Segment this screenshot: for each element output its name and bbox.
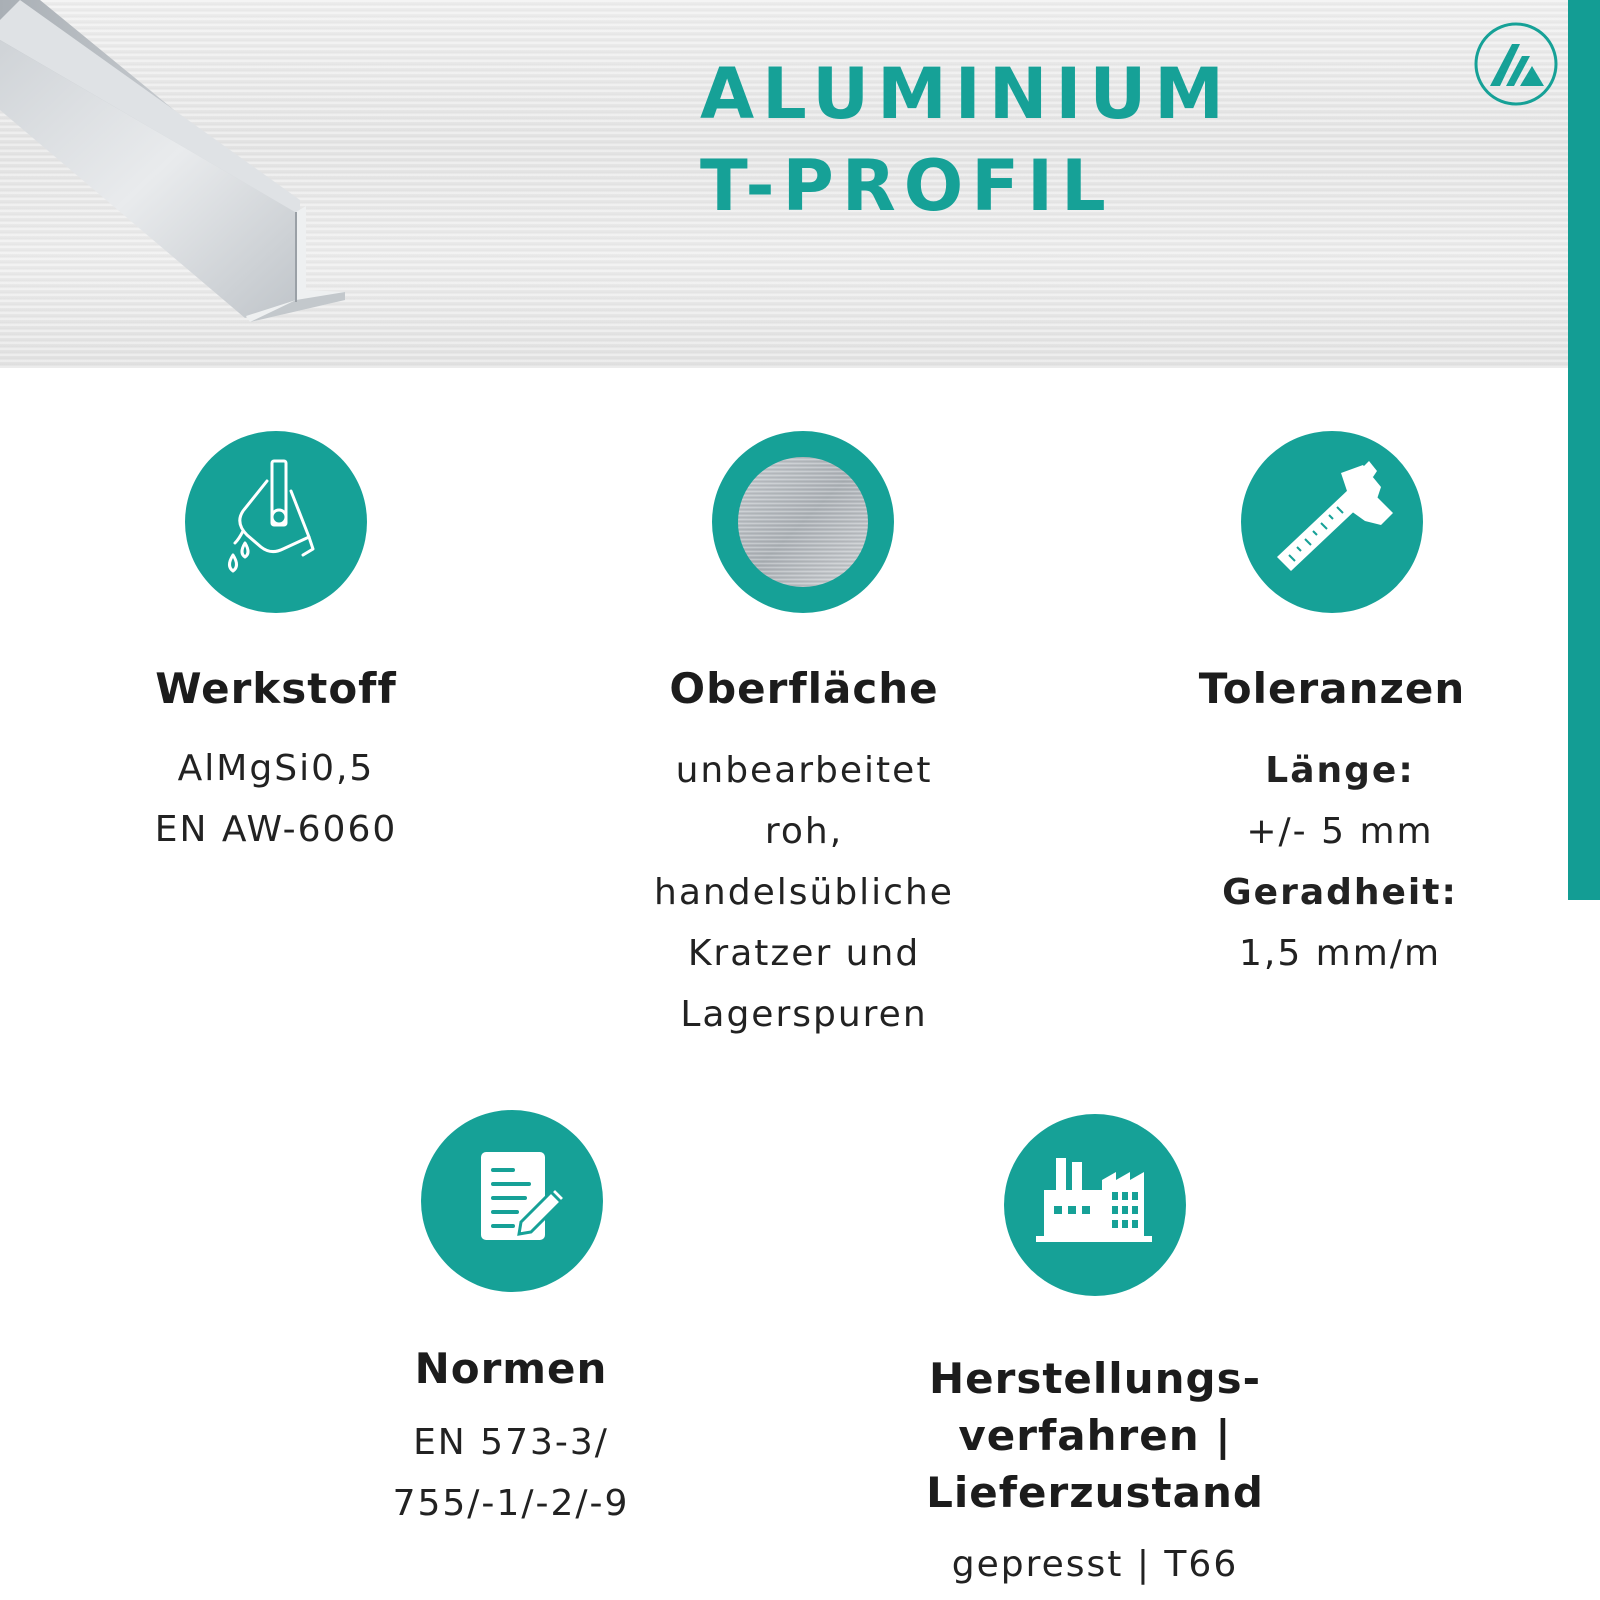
toleranzen-values <box>1190 740 1490 984</box>
toleranzen-title: Toleranzen <box>1198 664 1466 713</box>
laenge-value: +/- 5 mm <box>1246 811 1434 852</box>
brand-logo-icon <box>1472 20 1560 108</box>
oberflaeche-line-2: roh, <box>764 811 844 852</box>
herstellung-value: gepresst | T66 <box>951 1544 1239 1585</box>
herstellung-title-line-3: Lieferzustand <box>926 1468 1264 1517</box>
title-line-2: T-PROFIL <box>700 145 1114 227</box>
laenge-label: Länge: <box>1265 750 1415 791</box>
normen-title: Normen <box>414 1344 608 1393</box>
normen-values <box>360 1412 662 1534</box>
oberflaeche-line-5: Lagerspuren <box>680 994 928 1035</box>
herstellung-title-line-1: Herstellungs- <box>929 1354 1261 1403</box>
normen-line-1: EN 573-3/ <box>413 1422 609 1463</box>
normen-line-2: 755/-1/-2/-9 <box>392 1483 630 1524</box>
werkstoff-alloy: AlMgSi0,5 <box>177 748 375 789</box>
werkstoff-values <box>130 738 422 860</box>
oberflaeche-title: Oberfläche <box>669 664 939 713</box>
geradheit-value: 1,5 mm/m <box>1238 933 1442 974</box>
brushed-metal-surface-icon <box>712 431 894 613</box>
oberflaeche-values <box>620 740 988 1045</box>
geradheit-label: Geradheit: <box>1222 872 1458 913</box>
pouring-ladle-icon <box>185 431 367 613</box>
herstellung-title <box>920 1350 1270 1521</box>
werkstoff-title: Werkstoff <box>155 664 397 713</box>
title-line-1: ALUMINIUM <box>700 53 1232 135</box>
caliper-icon <box>1241 431 1423 613</box>
document-pen-icon <box>421 1110 603 1292</box>
header-banner <box>0 0 1568 368</box>
page-title <box>700 48 1232 232</box>
aluminium-t-profile-image <box>0 0 360 340</box>
accent-bar <box>1568 0 1600 900</box>
oberflaeche-line-3: handelsübliche <box>654 872 954 913</box>
herstellung-title-line-2: verfahren | <box>958 1411 1232 1460</box>
oberflaeche-line-4: Kratzer und <box>687 933 921 974</box>
oberflaeche-line-1: unbearbeitet <box>675 750 933 791</box>
factory-icon <box>1004 1114 1186 1296</box>
werkstoff-standard: EN AW-6060 <box>154 809 398 850</box>
